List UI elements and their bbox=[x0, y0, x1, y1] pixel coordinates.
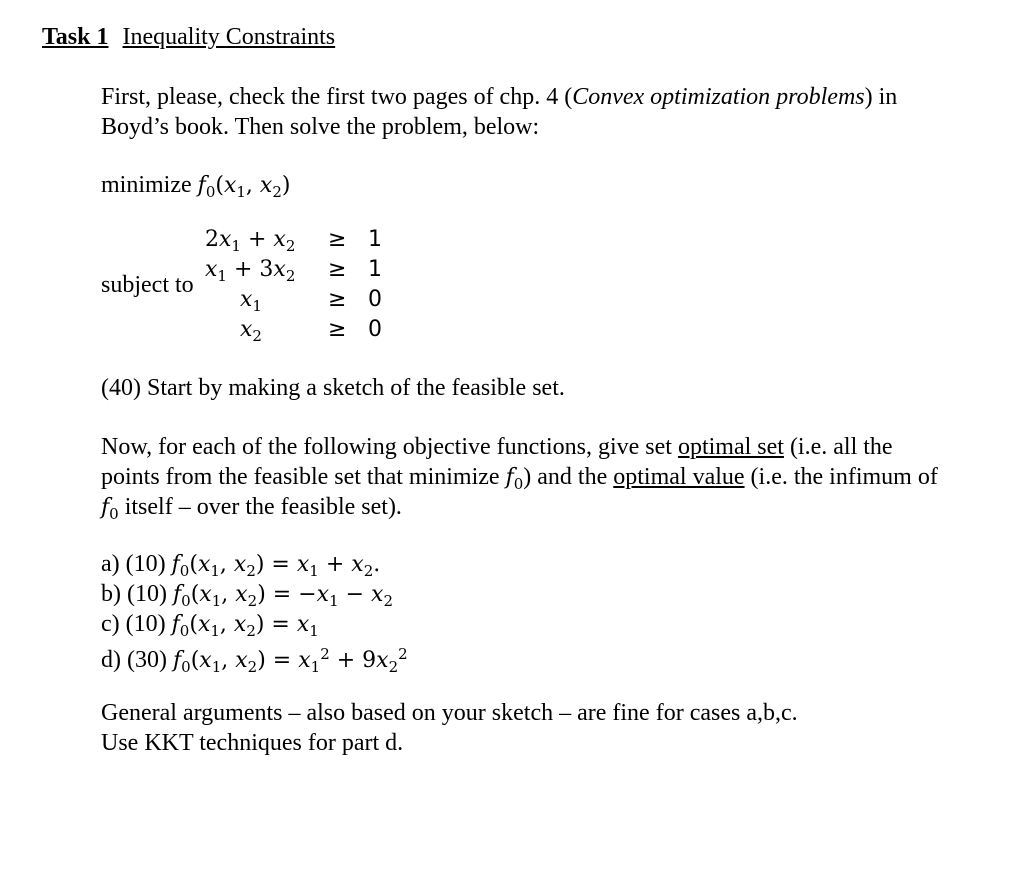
optimal-value-term: optimal value bbox=[613, 464, 745, 490]
objective-expression: $f_0(x_1$, $x_2$) bbox=[197, 173, 291, 201]
constraint-2-lhs: $x_1 + 3x_2$ bbox=[205, 257, 296, 285]
instructions-line-1: Now, for each of the following objective functions, give set optimal set (i.e. all the bbox=[101, 434, 893, 460]
constraint-4-rhs: 0 bbox=[368, 317, 382, 342]
minimize-line bbox=[101, 170, 290, 207]
constraint-3-lhs: $x_1$ bbox=[240, 287, 262, 315]
instructions-line-3: $f_0$ itself – over the feasible set). bbox=[101, 494, 402, 523]
constraint-3-rhs: 0 bbox=[368, 287, 382, 312]
instructions-line-2: points from the feasible set that minimize $f_0$) and the optimal value (i.e. the infimum of bbox=[101, 464, 938, 493]
part-c: c) (10) $f_0(x_1$, $x_2) = x_1$ bbox=[101, 611, 319, 640]
constraint-1-rhs: 1 bbox=[368, 227, 382, 252]
closing-line-2: Use KKT techniques for part d. bbox=[101, 730, 404, 756]
optimal-set-term: optimal set bbox=[677, 434, 784, 460]
part-b: b) (10) $f_0(x_1$, $x_2) = -x_1 - x_2$ bbox=[101, 581, 393, 610]
constraint-1-lhs: $2x_1 + x_2$ bbox=[205, 227, 296, 255]
book-chapter-title: Convex optimization problems bbox=[572, 84, 865, 110]
task-heading bbox=[42, 22, 335, 52]
constraint-2-rhs: 1 bbox=[368, 257, 382, 282]
constraint-4-lhs: $x_2$ bbox=[240, 317, 262, 345]
task-number: Task 1 bbox=[42, 24, 109, 50]
closing-line-1: General arguments – also based on your sketch – are fine for cases a,b,c. bbox=[101, 700, 798, 726]
constraint-2-relation: ≥ bbox=[328, 257, 347, 282]
minimize-label: minimize bbox=[101, 172, 192, 198]
part-d: d) (30) $f_0(x_1$, $x_2) = x_1^2 + 9x_2^2$ bbox=[101, 645, 408, 676]
intro-line-2: Boyd’s book. Then solve the problem, below: bbox=[101, 114, 540, 140]
sketch-instruction: (40) Start by making a sketch of the feasible set. bbox=[101, 375, 565, 401]
task-title: Inequality Constraints bbox=[122, 24, 336, 50]
intro-line-1: First, please, check the first two pages of chp. 4 (Convex optimization problems) in bbox=[101, 84, 898, 110]
constraint-1-relation: ≥ bbox=[328, 227, 347, 252]
subject-to-label: subject to bbox=[101, 272, 194, 298]
constraint-4-relation: ≥ bbox=[328, 317, 347, 342]
part-a: a) (10) $f_0(x_1$, $x_2) = x_1 + x_2$. bbox=[101, 551, 381, 580]
constraint-3-relation: ≥ bbox=[328, 287, 347, 312]
